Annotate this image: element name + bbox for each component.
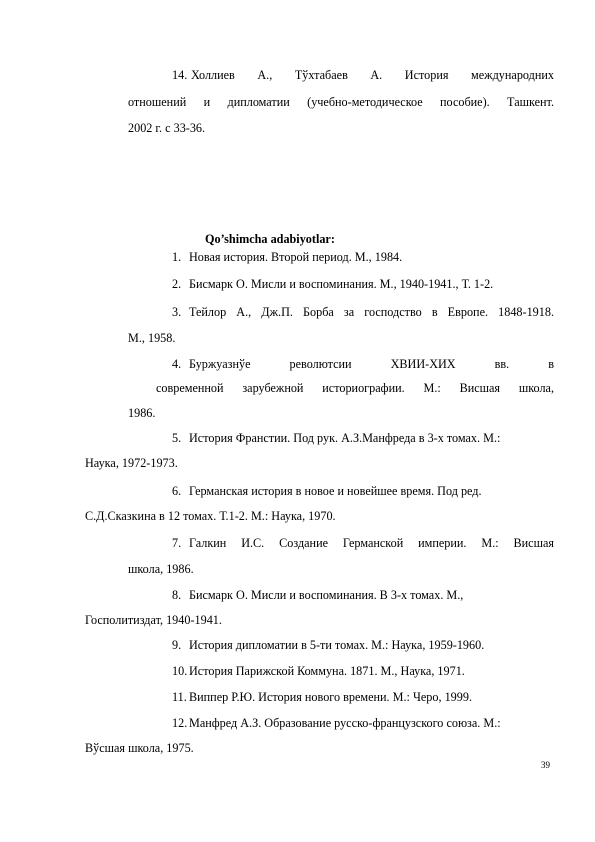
item-number: 12.	[172, 716, 188, 730]
item-number: 5.	[172, 431, 182, 445]
item-number: 6.	[172, 484, 182, 498]
item-number: 3.	[172, 305, 182, 319]
item-number: 4.	[172, 357, 182, 371]
item-text-line: Госполитиздат, 1940-1941.	[85, 613, 222, 627]
item-number: 1.	[172, 250, 182, 264]
item-text-line: История Парижской Коммуна. 1871. М., Наука, 1971.	[189, 664, 465, 678]
item-text-line: М., 1958.	[128, 331, 176, 345]
item-text-line: Тейлор А., Дж.П. Борба за господство в Европе. 1848-1918.	[189, 305, 554, 319]
item-number: 11.	[172, 690, 187, 704]
item-number: 14.	[172, 68, 188, 82]
item-text-line: С.Д.Сказкина в 12 томах. Т.1-2. М.: Наука, 1970.	[85, 509, 336, 523]
item-text-line: Новая история. Второй период. М., 1984.	[189, 250, 403, 264]
item-text-line: Вўсшая школа, 1975.	[85, 741, 194, 755]
item-number: 10.	[172, 664, 188, 678]
item-text-line: Буржуазнўе револютсии ХВИИ-ХИХ вв. в	[189, 357, 554, 371]
section-heading: Qo’shimcha adabiyotlar:	[205, 232, 335, 246]
item-number: 2.	[172, 277, 182, 291]
item-text-line: Бисмарк О. Мисли и воспоминания. М., 1940-1941., Т. 1-2.	[189, 277, 494, 291]
item-number: 7.	[172, 536, 182, 550]
item-text-line: История дипломатии в 5-ти томах. М.: Наука, 1959-1960.	[189, 638, 485, 652]
item-text-line: современной зарубежной историографии. М.: Висшая школа,	[156, 381, 554, 395]
item-text-line: 2002 г. с 33-36.	[128, 121, 206, 135]
page-number: 39	[541, 760, 550, 770]
item-text-line: Виппер Р.Ю. История нового времени. М.: Черо, 1999.	[189, 690, 472, 704]
item-text-line: Холлиев А., Тўхтабаев А. История международних	[191, 68, 554, 82]
item-text-line: отношений и дипломатии (учебно-методическое пособие). Ташкент.	[128, 95, 554, 109]
item-number: 8.	[172, 588, 182, 602]
item-text-line: Галкин И.С. Создание Германской империи. М.: Висшая	[189, 536, 554, 550]
item-text-line: школа, 1986.	[128, 562, 194, 576]
item-text-line: Германская история в новое и новейшее время. Под ред.	[189, 484, 482, 498]
item-text-line: История Франстии. Под рук. А.З.Манфреда в 3-х томах. М.:	[189, 431, 501, 445]
item-text-line: Бисмарк О. Мисли и воспоминания. В 3-х томах. М.,	[189, 588, 464, 602]
item-text-line: 1986.	[128, 406, 156, 420]
item-text-line: Манфред А.З. Образование русско-французского союза. М.:	[189, 716, 501, 730]
item-number: 9.	[172, 638, 182, 652]
item-text-line: Наука, 1972-1973.	[85, 456, 178, 470]
